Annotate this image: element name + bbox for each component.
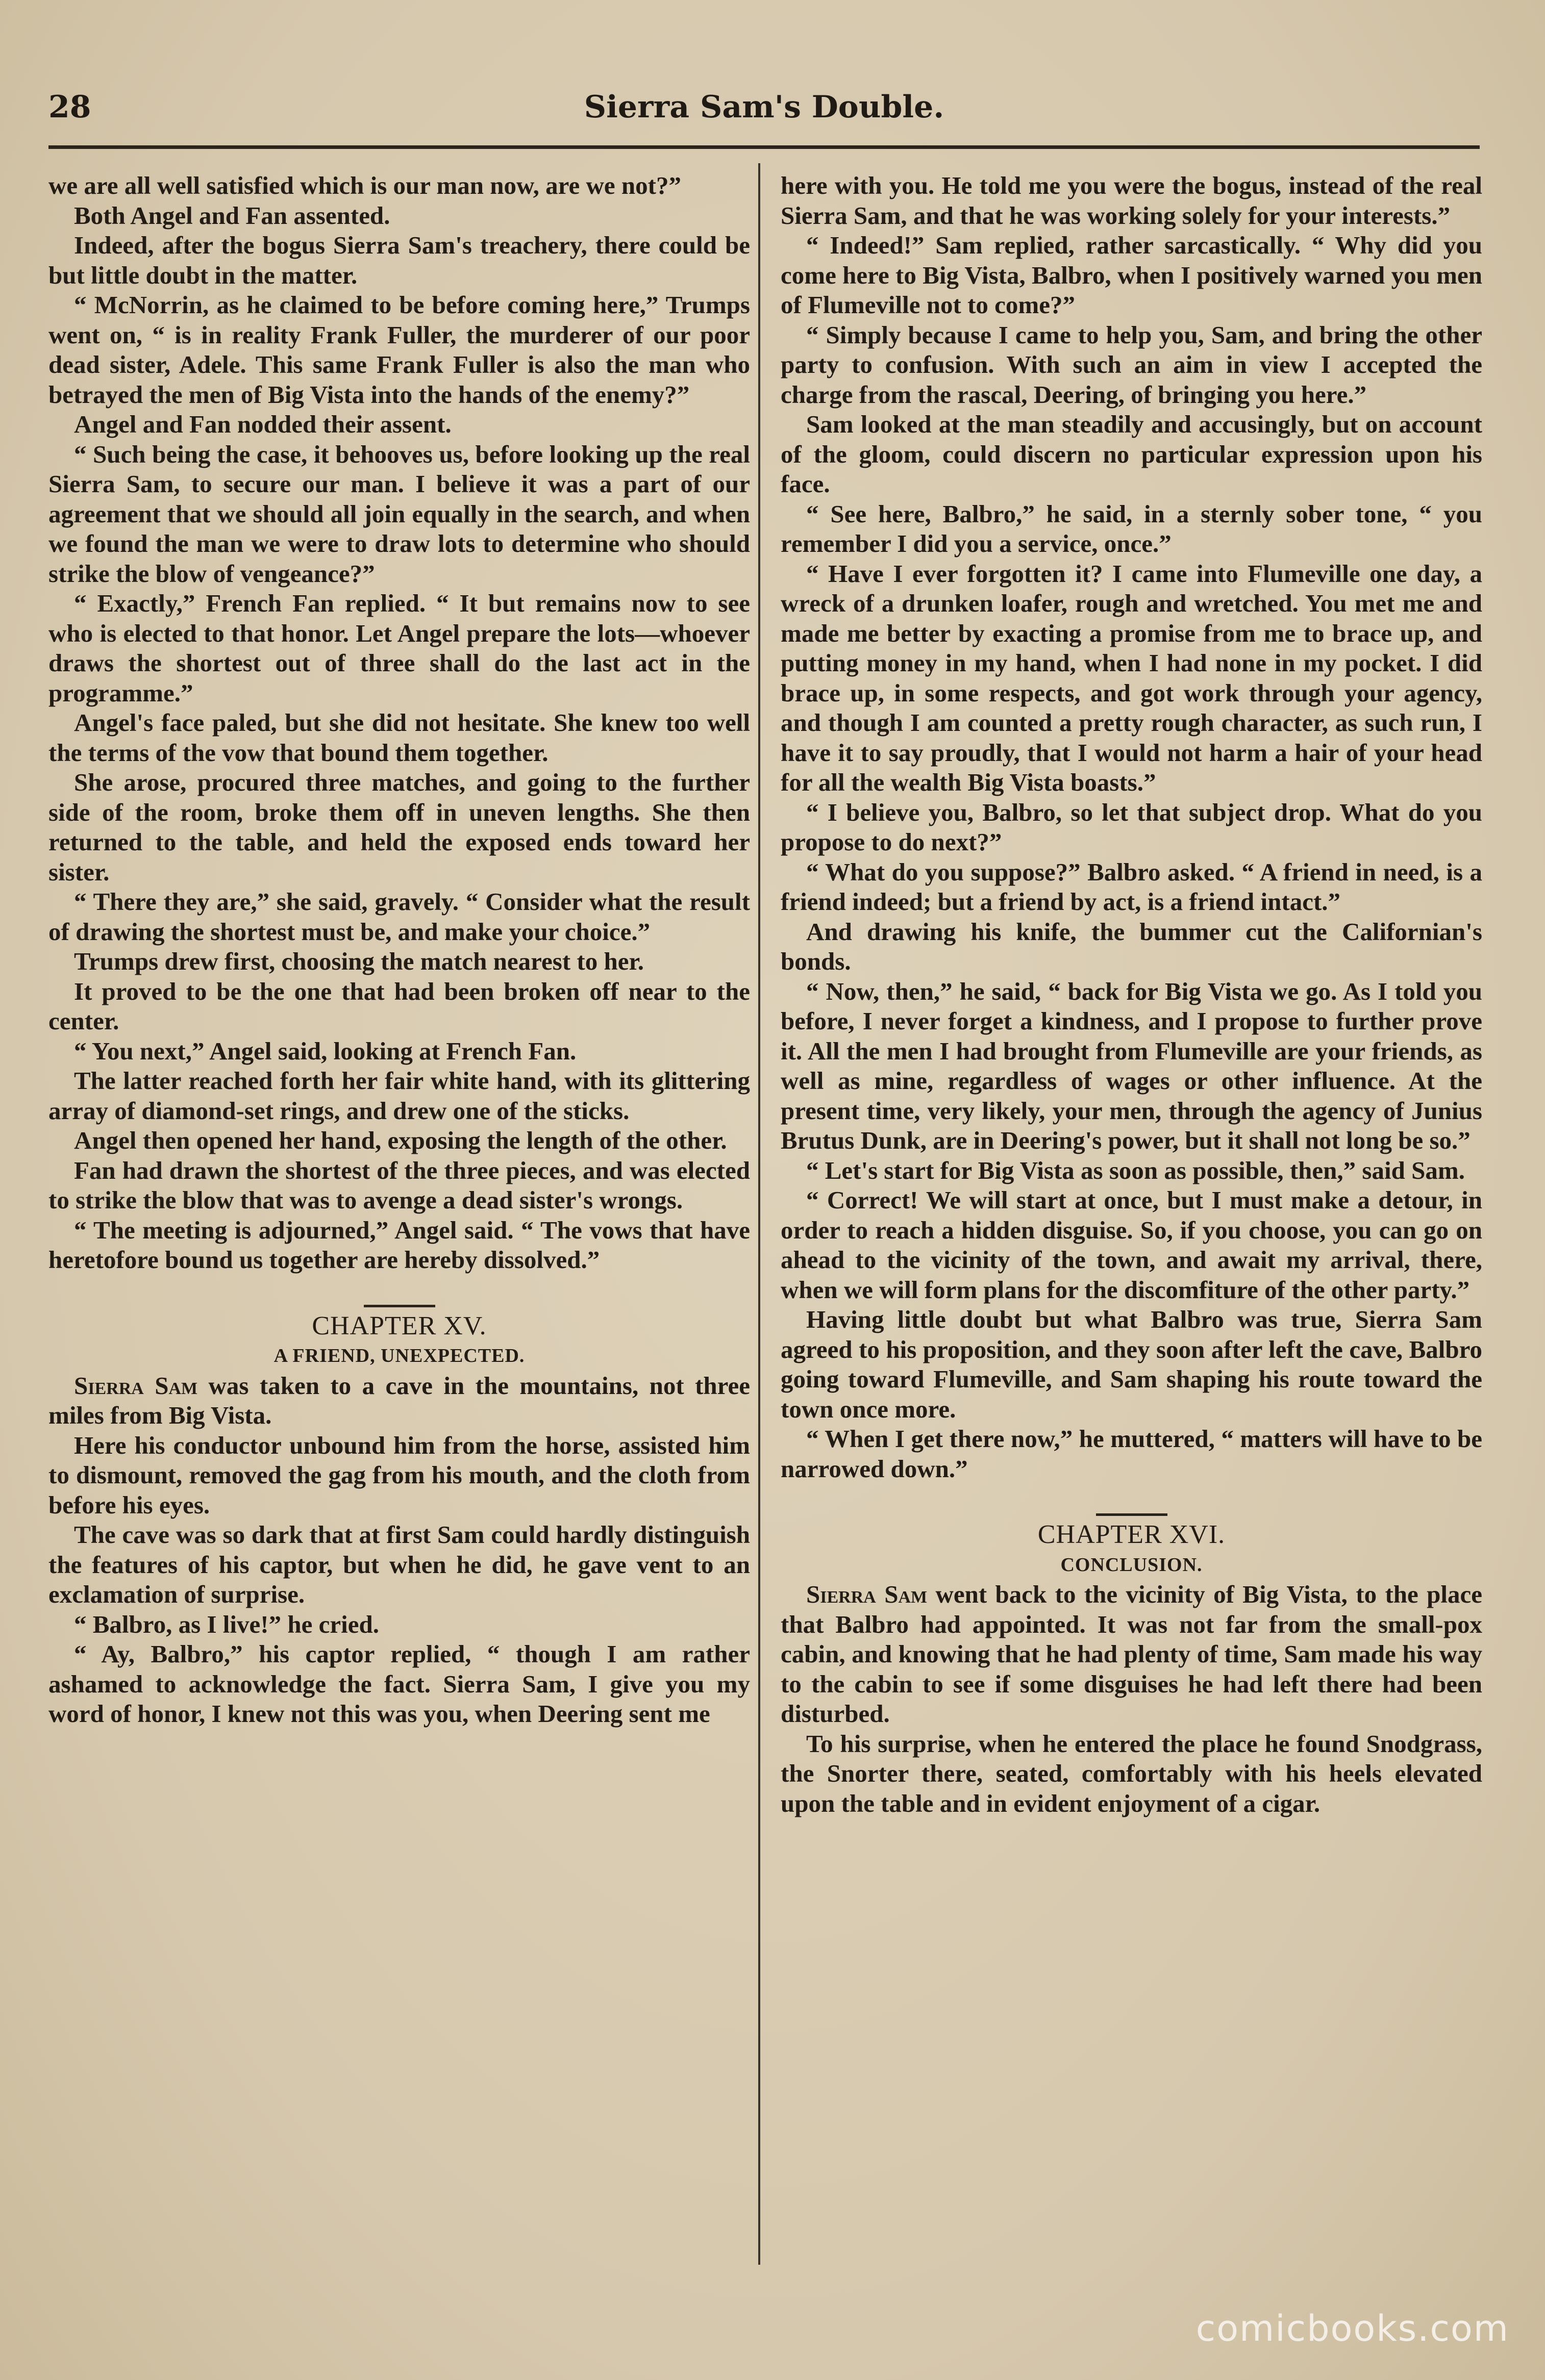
page-header xyxy=(48,84,1480,140)
paragraph: here with you. He told me you were the bogus, instead of the real Sierra Sam, and that he was working solely for your interests.” xyxy=(781,171,1482,230)
paragraph: Fan had drawn the shortest of the three pieces, and was elected to strike the blow that was to avenge a dead sister's wrongs. xyxy=(48,1156,750,1214)
paragraph: It proved to be the one that had been broken off near to the center. xyxy=(48,977,750,1035)
paragraph: Trumps drew first, choosing the match nearest to her. xyxy=(74,947,644,975)
paragraph: “ Balbro, as I live!” he cried. xyxy=(74,1610,379,1638)
chapter-subtitle: A FRIEND, UNEXPECTED. xyxy=(273,1345,525,1366)
paragraph: “ Now, then,” he said, “ back for Big Vista we go. As I told you before, I never forget a kindness, and I propose to further prove it. All the men I had brought from Flumeville are your friends, as well as mine, regardless of wages or other influence. At the present time, very likely, your men, through the agency of Junius Brutus Dunk, are in Deering's power, but it shall not long be so.” xyxy=(781,977,1482,1154)
column-divider xyxy=(758,163,760,2265)
paragraph: The cave was so dark that at first Sam could hardly distinguish the features of his captor, but when he did, he gave vent to an exclamation of surprise. xyxy=(48,1521,750,1608)
paragraph: Indeed, after the bogus Sierra Sam's treachery, there could be but little doubt in the matter. xyxy=(48,231,750,289)
chapter-lead-paragraph xyxy=(48,1371,750,1431)
chapter-heading xyxy=(781,1513,1482,1580)
lead-name: Sierra Sam xyxy=(74,1371,198,1400)
paragraph: She arose, procured three matches, and going to the further side of the room, broke them off in uneven lengths. She then returned to the table, and held the exposed ends toward her sister. xyxy=(48,768,750,886)
paragraph: “ McNorrin, as he claimed to be before coming here,” Trumps went on, “ is in reality Frank Fuller, the murderer of our poor dead sister, Adele. This same Frank Fuller is also the man who betrayed the men of Big Vista into the hands of the enemy?” xyxy=(48,291,750,409)
watermark: comicbooks.com xyxy=(1195,2308,1509,2349)
paragraph: The latter reached forth her fair white hand, with its glittering array of diamond-set rings, and drew one of the sticks. xyxy=(48,1067,750,1125)
paragraph: Both Angel and Fan assented. xyxy=(74,201,390,230)
chapter-title: CHAPTER XVI. xyxy=(1037,1520,1226,1549)
paragraph: Having little doubt but what Balbro was true, Sierra Sam agreed to his proposition, and they soon after left the cave, Balbro going toward Flumeville, and Sam shaping his route toward the town once more. xyxy=(781,1305,1482,1423)
paragraph: “ The meeting is adjourned,” Angel said. “ The vows that have heretofore bound us together are hereby dissolved.” xyxy=(48,1216,750,1274)
paragraph: Here his conductor unbound him from the horse, assisted him to dismount, removed the gag from his mouth, and the cloth from before his eyes. xyxy=(48,1431,750,1519)
paragraph: “ What do you suppose?” Balbro asked. “ A friend in need, is a friend indeed; but a friend by act, is a friend intact.” xyxy=(781,857,1482,916)
paragraph: “ Have I ever forgotten it? I came into Flumeville one day, a wreck of a drunken loafer, rough and wretched. You met me and made me better by exacting a promise from me to brace up, and putting money in my hand, when I had none in my pocket. I did brace up, in some respects, and got work through your agency, and though I am counted a pretty rough character, as such run, I have it to say proudly, that I would not harm a hair of your head for all the wealth Big Vista boasts.” xyxy=(781,559,1482,796)
paragraph: Angel and Fan nodded their assent. xyxy=(74,410,452,438)
paragraph: “ Such being the case, it behooves us, before looking up the real Sierra Sam, to secure our man. I believe it was a part of our agreement that we should all join equally in the search, and when we found the man we were to draw lots to determine who should strike the blow of vengeance?” xyxy=(48,440,750,588)
lead-name: Sierra Sam xyxy=(806,1580,928,1608)
right-column xyxy=(781,171,1482,2288)
paragraph: “ Simply because I came to help you, Sam, and bring the other party to confusion. With such an aim in view I accepted the charge from the rascal, Deering, of bringing you here.” xyxy=(781,320,1482,409)
paragraph: “ When I get there now,” he muttered, “ matters will have to be narrowed down.” xyxy=(781,1425,1482,1483)
paragraph: Angel then opened her hand, exposing the length of the other. xyxy=(74,1126,727,1154)
paragraph: “ See here, Balbro,” he said, in a sternly sober tone, “ you remember I did you a service, once.” xyxy=(781,499,1482,558)
chapter-rule xyxy=(364,1305,435,1307)
paragraph: “ I believe you, Balbro, so let that subject drop. What do you propose to do next?” xyxy=(781,798,1482,856)
chapter-title: CHAPTER XV. xyxy=(312,1311,487,1340)
chapter-lead-paragraph xyxy=(781,1580,1482,1729)
paragraph: “ There they are,” she said, gravely. “ Consider what the result of drawing the shortest must be, and make your choice.” xyxy=(48,888,750,946)
lead-text: was taken to a cave in the mountains, not three miles from Big Vista. xyxy=(48,1371,750,1429)
paragraph: “ Ay, Balbro,” his captor replied, “ though I am rather ashamed to acknowledge the fact. Sierra Sam, I give you my word of honor, I knew not this was you, when Deering sent me xyxy=(48,1640,750,1728)
paragraph: Sam looked at the man steadily and accusingly, but on account of the gloom, could discern no particular expression upon his face. xyxy=(781,410,1482,498)
paragraph: “ Exactly,” French Fan replied. “ It but remains now to see who is elected to that honor. Let Angel prepare the lots—whoever draws the shortest out of three shall do the last act in the programme.” xyxy=(48,589,750,707)
chapter-heading xyxy=(48,1305,750,1371)
paragraph: “ Let's start for Big Vista as soon as possible, then,” said Sam. xyxy=(806,1156,1465,1184)
header-rule xyxy=(48,145,1480,149)
chapter-rule xyxy=(1096,1513,1167,1516)
chapter-subtitle: CONCLUSION. xyxy=(1060,1554,1203,1576)
paragraph: To his surprise, when he entered the place he found Snodgrass, the Snorter there, seated, comfortably with his heels elevated upon the table and in evident enjoyment of a cigar. xyxy=(781,1729,1482,1817)
paragraph: And drawing his knife, the bummer cut the Californian's bonds. xyxy=(781,917,1482,975)
lead-text: went back to the vicinity of Big Vista, to the place that Balbro had appointed. It was not far from the small-pox cabin, and knowing that he had plenty of time, Sam made his way to the cabin to see if some disguises he had left there had been disturbed. xyxy=(781,1580,1482,1728)
running-title: Sierra Sam's Double. xyxy=(584,89,944,125)
left-column xyxy=(48,171,750,2288)
page-number: 28 xyxy=(48,89,91,125)
paragraph: “ You next,” Angel said, looking at French Fan. xyxy=(74,1036,577,1065)
paragraph: we are all well satisfied which is our man now, are we not?” xyxy=(48,171,681,199)
paragraph: “ Indeed!” Sam replied, rather sarcastically. “ Why did you come here to Big Vista, Balbro, when I positively warned you men of Flumeville not to come?” xyxy=(781,231,1482,319)
paragraph: Angel's face paled, but she did not hesitate. She knew too well the terms of the vow that bound them together. xyxy=(48,708,750,767)
paragraph: “ Correct! We will start at once, but I must make a detour, in order to reach a hidden disguise. So, if you choose, you can go on ahead to the vicinity of the town, and await my arrival, there, when we will form plans for the discomfiture of the other party.” xyxy=(781,1186,1482,1304)
